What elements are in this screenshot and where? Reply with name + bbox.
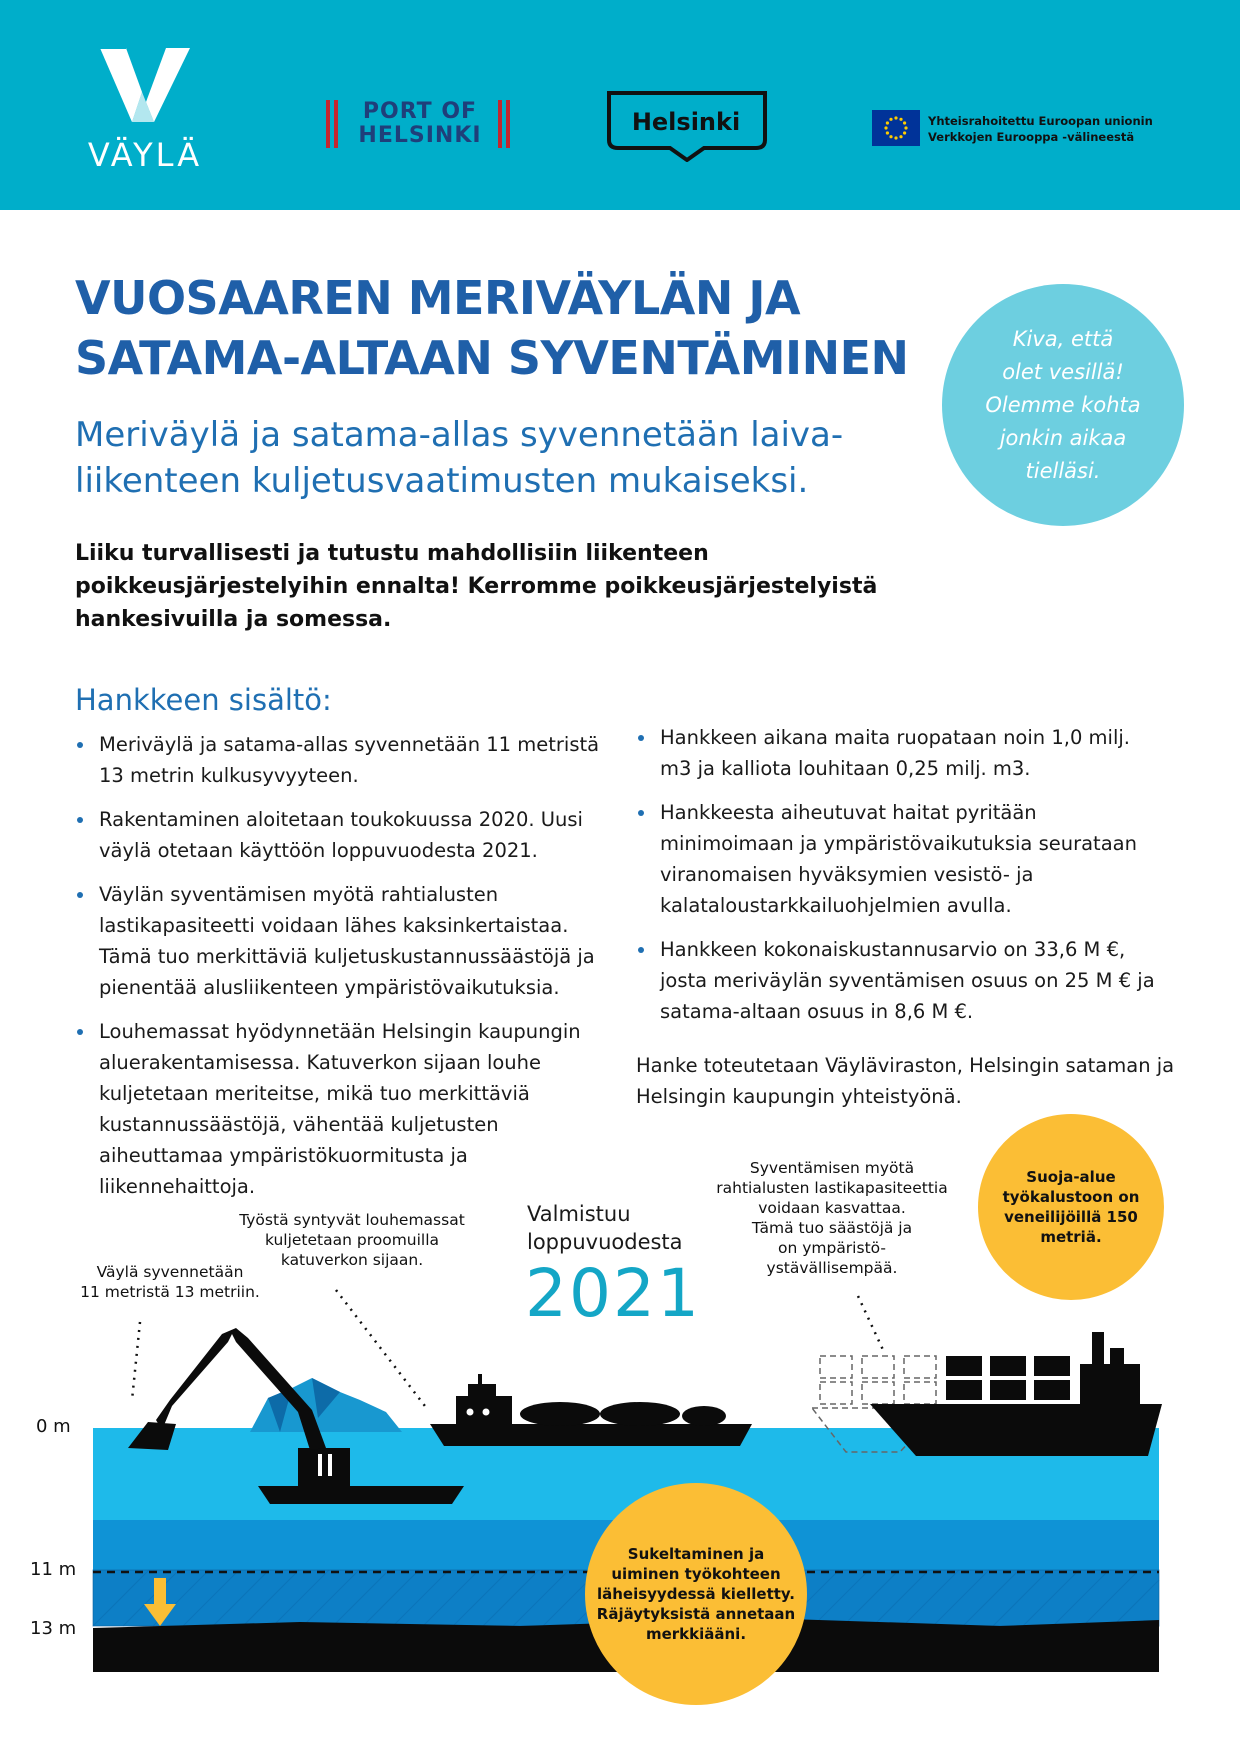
list-item: Rakentaminen aloitetaan toukokuussa 2020. Uusi väylä otetaan käyttöön loppuvuodesta 2021.: [75, 804, 605, 866]
eu-funding-line2: Verkkojen Eurooppa -välineestä: [928, 130, 1135, 144]
note-line: Työstä syntyvät louhemassat: [239, 1211, 465, 1229]
completion-line: Valmistuu: [527, 1202, 631, 1226]
vayla-wordmark: VÄYLÄ: [87, 136, 203, 174]
greeting-bubble: [942, 284, 1184, 526]
eu-funding-line1: Yhteisrahoitettu Euroopan unionin: [928, 114, 1153, 128]
note-line: kuljetetaan proomuilla: [264, 1231, 440, 1249]
circle-line: läheisyydessä kielletty.: [596, 1585, 796, 1603]
greeting-line: tielläsi.: [1025, 458, 1101, 483]
greeting-line: Kiva, että: [1012, 326, 1114, 351]
barge-note: [222, 1210, 482, 1270]
diving-warning-circle: [585, 1483, 807, 1705]
circle-line: Sukeltaminen ja: [627, 1545, 765, 1563]
circle-line: uiminen työkohteen: [611, 1565, 781, 1583]
depth-label-11: 11 m: [30, 1559, 77, 1580]
circle-line: merkkiääni.: [645, 1625, 747, 1643]
page-subtitle-line1: Meriväylä ja satama-allas syvennetään laiva-: [75, 415, 844, 455]
port-bar-icon: [506, 100, 510, 148]
section-title: Hankkeen sisältö:: [75, 683, 332, 717]
list-item: Väylän syventämisen myötä rahtialusten lastikapasiteetti voidaan lähes kaksinkertaistaa. Tämä tuo merkittäviä kuljetuskustannussäästöjä ja pienentää alusliikenteen ympäristövaikutuksia.: [75, 879, 605, 1003]
note-line: 11 metristä 13 metriin.: [80, 1283, 260, 1301]
circle-line: Suoja-alue: [1026, 1168, 1116, 1186]
page-subtitle: [75, 412, 955, 504]
list-item: Meriväylä ja satama-allas syvennetään 11 metristä 13 metrin kulkusyvyyteen.: [75, 729, 605, 791]
note-line: voidaan kasvattaa.: [758, 1199, 906, 1217]
right-bullet-list: [636, 722, 1166, 1040]
note-line: Väylä syvennetään: [96, 1263, 244, 1281]
greeting-line: olet vesillä!: [1002, 359, 1124, 384]
page-subtitle-line2: liikenteen kuljetusvaatimusten mukaiseksi.: [75, 461, 809, 501]
page-title-line2: SATAMA-ALTAAN SYVENTÄMINEN: [75, 331, 909, 385]
port-of-helsinki-logo: [322, 98, 514, 150]
greeting-bubble-text: [973, 323, 1153, 488]
cargo-ship: [870, 1332, 1162, 1456]
safety-zone-text: [1003, 1167, 1140, 1247]
note-line: ystävällisempää.: [766, 1259, 898, 1277]
ship-note: [712, 1158, 952, 1278]
note-line: katuverkon sijaan.: [280, 1251, 424, 1269]
list-item: Louhemassat hyödynnetään Helsingin kaupungin aluerakentamisessa. Katuverkon sijaan louhe kuljetetaan meriteitse, mikä tuo merkittäviä kustannussäästöjä, vähentää kuljetusten aiheuttamaa ympäristökuormitusta ja liikennehaittoja.: [75, 1016, 605, 1202]
greeting-line: Olemme kohta: [985, 392, 1141, 417]
depth-label-13: 13 m: [30, 1618, 77, 1639]
circle-line: veneilijöillä 150: [1004, 1208, 1138, 1226]
header-bar: [0, 0, 1240, 210]
note-line: rahtialusten lastikapasiteettia: [716, 1179, 948, 1197]
circle-line: työkalustoon on: [1002, 1188, 1140, 1206]
eu-flag-icon: [872, 110, 920, 146]
safety-zone-circle: [978, 1114, 1164, 1300]
note-line: Syventämisen myötä: [749, 1159, 915, 1177]
helsinki-logo-text: Helsinki: [631, 108, 741, 136]
left-bullet-list: [75, 729, 605, 1215]
completion-label: [527, 1200, 683, 1256]
greeting-line: jonkin aikaa: [999, 425, 1127, 450]
completion-year: 2021: [525, 1255, 701, 1332]
helsinki-logo: [606, 90, 768, 162]
depth-label-0: 0 m: [36, 1416, 71, 1437]
port-bar-icon: [498, 100, 502, 148]
port-bar-icon: [326, 100, 330, 148]
completion-line: loppuvuodesta: [527, 1230, 683, 1254]
port-logo-line2: HELSINKI: [358, 123, 482, 148]
eu-funding-text: [928, 113, 1153, 145]
circle-line: Räjäytyksistä annetaan: [596, 1605, 796, 1623]
diving-warning-text: [597, 1544, 795, 1644]
note-line: on ympäristö-: [777, 1239, 887, 1257]
list-item: Hankkeen kokonaiskustannusarvio on 33,6 M €, josta meriväylän syventämisen osuus on 25 M € ja satama-altaan osuus in 8,6 M €.: [636, 934, 1166, 1027]
note-line: Tämä tuo säästöjä ja: [751, 1219, 913, 1237]
vayla-v-icon: [70, 44, 220, 134]
vayla-logo: [70, 44, 220, 174]
page-title-line1: VUOSAAREN MERIVÄYLÄN JA: [75, 271, 801, 325]
closing-paragraph: Hanke toteutetaan Väyläviraston, Helsingin sataman ja Helsingin kaupungin yhteistyönä.: [636, 1054, 1175, 1108]
lead-paragraph: Liiku turvallisesti ja tutustu mahdollisiin liikenteen poikkeusjärjestelyihin ennalta! Kerromme poikkeusjärjestelyistä hankesivuilla ja somessa.: [75, 541, 878, 632]
circle-line: metriä.: [1040, 1228, 1102, 1246]
port-logo-line1: PORT OF: [362, 99, 478, 124]
port-bar-icon: [334, 100, 338, 148]
list-item: Hankkeesta aiheutuvat haitat pyritään minimoimaan ja ympäristövaikutuksia seurataan viranomaisen hyväksymien vesistö- ja kalataloustarkkailuohjelmien avulla.: [636, 797, 1166, 921]
list-item: Hankkeen aikana maita ruopataan noin 1,0 milj. m3 ja kalliota louhitaan 0,25 milj. m3.: [636, 722, 1166, 784]
barge: [430, 1374, 752, 1446]
eu-funding-logo: [872, 110, 1153, 150]
page-title: [75, 268, 935, 388]
